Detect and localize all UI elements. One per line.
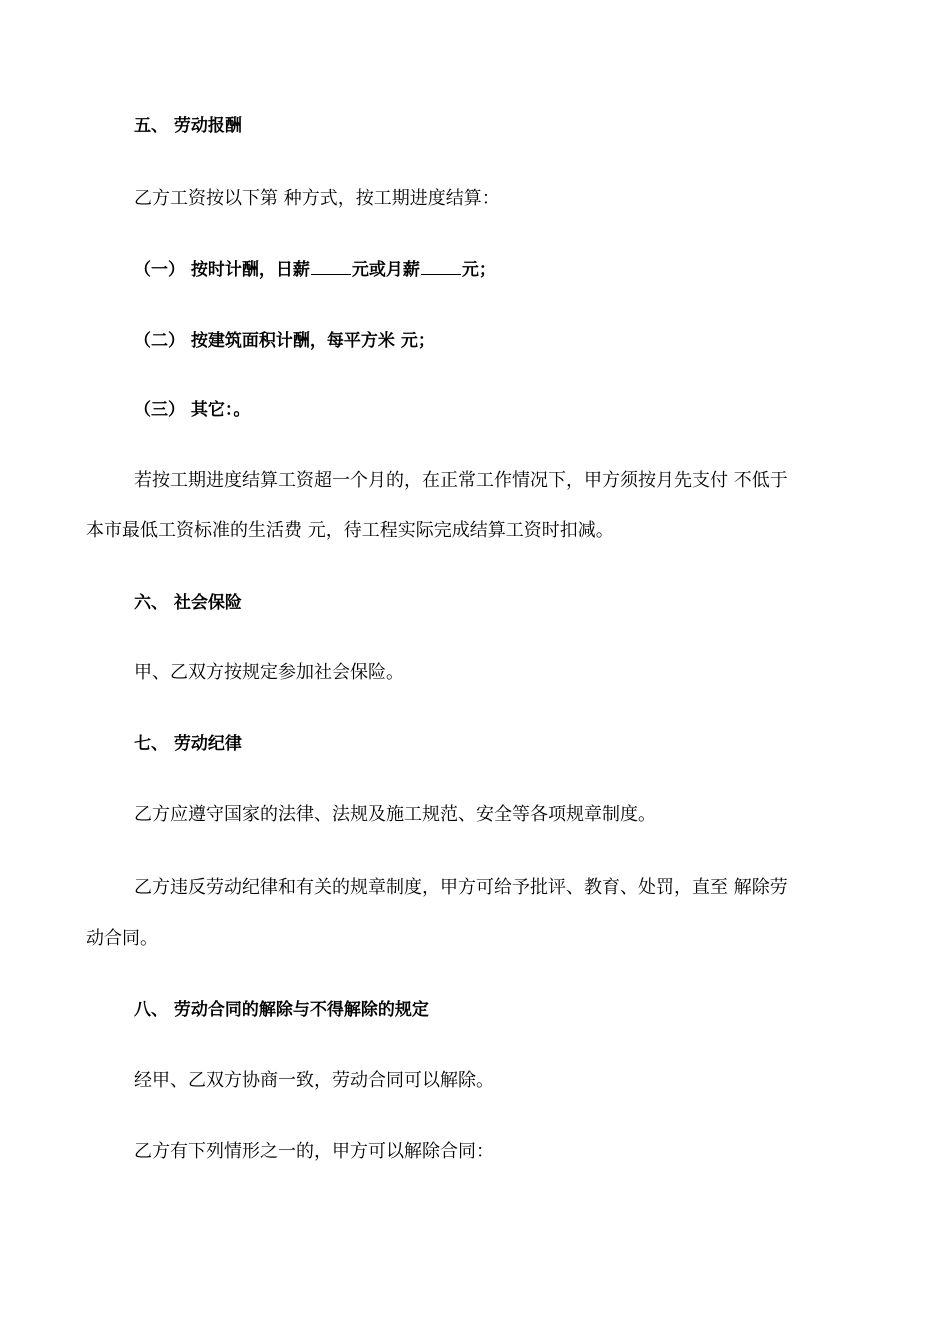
section-5-intro: 乙方工资按以下第 种方式，按工期进度结算： [134, 188, 500, 209]
section-5-item-1 [134, 258, 496, 282]
section-8-paragraph-1: 经甲、乙双方协商一致，劳动合同可以解除。 [134, 1070, 494, 1091]
section-5-heading: 五、 劳动报酬 [134, 116, 242, 136]
monthly-wage-blank [421, 258, 461, 275]
section-8-heading: 八、 劳动合同的解除与不得解除的规定 [134, 1000, 429, 1020]
section-7-heading: 七、 劳动纪律 [134, 734, 242, 754]
section-5-item-3: （三） 其它：。 [134, 400, 251, 420]
item-1-text-c: 元； [461, 260, 496, 280]
section-7-paragraph-2-line-2: 动合同。 [86, 928, 158, 949]
daily-wage-blank [311, 258, 351, 275]
section-6-heading: 六、 社会保险 [134, 593, 242, 613]
section-7-paragraph-2-line-1: 乙方违反劳动纪律和有关的规章制度，甲方可给予批评、教育、处罚，直至 解除劳 [134, 877, 788, 898]
section-6-paragraph: 甲、乙双方按规定参加社会保险。 [134, 662, 404, 683]
section-8-paragraph-2: 乙方有下列情形之一的，甲方可以解除合同： [134, 1141, 494, 1162]
section-5-item-2: （二） 按建筑面积计酬，每平方米 元； [134, 331, 435, 351]
section-7-paragraph-1: 乙方应遵守国家的法律、法规及施工规范、安全等各项规章制度。 [134, 804, 656, 825]
section-5-paragraph-line-1: 若按工期进度结算工资超一个月的，在正常工作情况下，甲方须按月先支付 不低于 [134, 470, 788, 491]
item-1-text-b: 元或月薪 [351, 260, 420, 280]
section-5-paragraph-line-2: 本市最低工资标准的生活费 元，待工程实际完成结算工资时扣减。 [86, 520, 614, 541]
item-1-text-a: （一） 按时计酬，日薪 [134, 260, 310, 280]
